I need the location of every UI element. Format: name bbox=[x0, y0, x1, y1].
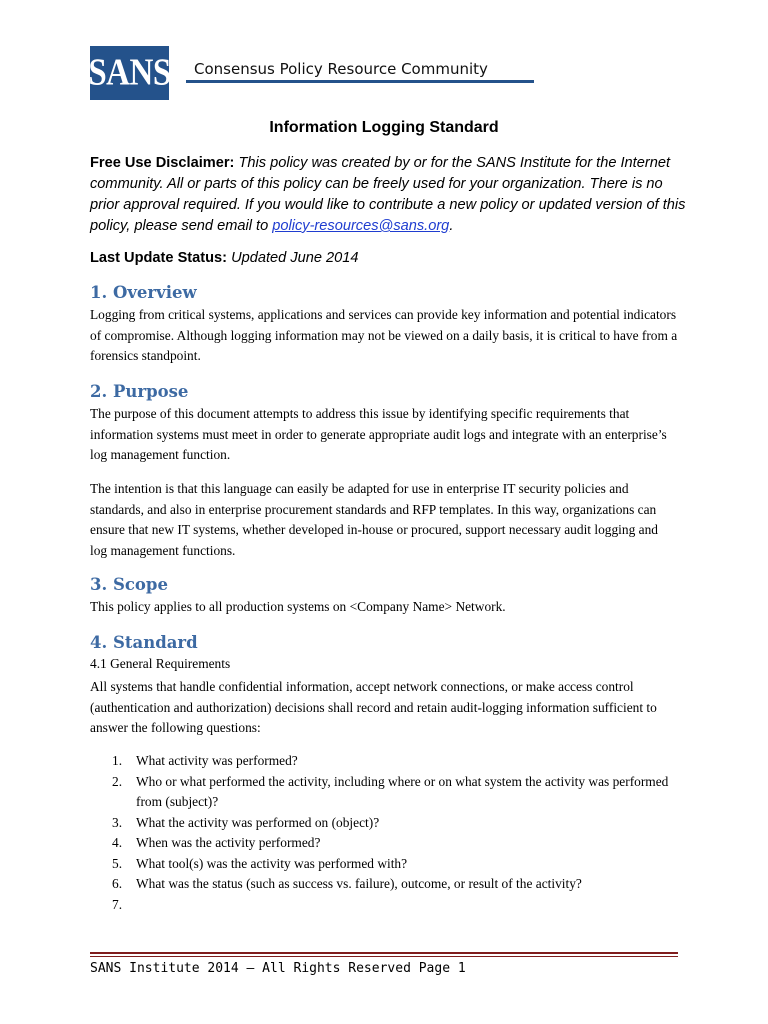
list-item: 6. What was the status (such as success vs. failure), outcome, or result of the activity? bbox=[112, 876, 582, 891]
list-item: 5. What tool(s) was the activity was performed with? bbox=[112, 855, 408, 871]
email-link[interactable]: policy-resources@sans.org bbox=[272, 218, 450, 234]
disclaimer-label: Free Use Disclaimer: bbox=[90, 155, 235, 171]
disclaimer: Free Use Disclaimer: This policy was created by or for the SANS Institute for the Internet community. All or parts of this policy can be freely used for your organization. There is no prior approval required. If you would like to contribute a new policy or updated version of this policy, please send email to policy-resources@sans.org. bbox=[90, 155, 686, 234]
disclaimer-text: This policy was created by or for the SANS Institute for the Internet community. All or parts of this policy can be freely used for your organization. There is no prior approval required. If you would like to contribute a new policy or updated version of this policy, please send email to bbox=[90, 155, 686, 234]
footer-rule bbox=[90, 952, 678, 954]
scope-paragraph: This policy applies to all production systems on <Company Name> Network. bbox=[90, 599, 506, 614]
footer-rule-thin bbox=[90, 956, 678, 957]
purpose-paragraph-2: The intention is that this language can easily be adapted for use in enterprise IT security policies and standards, and also in enterprise procurement standards and RFP templates. In this way, organizations can ensure that new IT systems, whether developed in-house or procured, support necessary audit logging and log management functions. bbox=[90, 481, 658, 559]
list-item: 2. Who or what performed the activity, including where or on what system the activity was performed from (subject)? bbox=[112, 773, 669, 809]
list-item: 3. What the activity was performed on (object)? bbox=[112, 814, 380, 830]
list-item: 7. bbox=[112, 896, 123, 912]
header-rule bbox=[186, 80, 534, 83]
community-title: Consensus Policy Resource Community bbox=[194, 60, 488, 78]
heading-purpose: 2. Purpose bbox=[90, 382, 189, 401]
standard-paragraph: All systems that handle confidential information, accept network connections, or make access control (authentication and authorization) decisions shall record and retain audit-logging information sufficient to answer the following questions: bbox=[90, 679, 657, 736]
list-item: 4. When was the activity performed? bbox=[112, 835, 321, 850]
last-update bbox=[90, 248, 690, 269]
purpose-paragraph-1: The purpose of this document attempts to address this issue by identifying specific requirements that information systems must meet in order to generate appropriate audit logs and integrate with an enterprise’s log management function. bbox=[90, 406, 667, 463]
heading-standard: 4. Standard bbox=[90, 633, 198, 652]
subheading-general-requirements: 4.1 General Requirements bbox=[90, 656, 231, 671]
sans-logo: SANS bbox=[90, 46, 169, 100]
document-title: Information Logging Standard bbox=[269, 119, 499, 136]
list-item: 1. What activity was performed? bbox=[112, 753, 298, 768]
questions-list bbox=[90, 751, 678, 915]
heading-overview: 1. Overview bbox=[90, 283, 197, 302]
heading-scope: 3. Scope bbox=[90, 575, 168, 594]
update-value: Updated June 2014 bbox=[231, 250, 359, 266]
update-label: Last Update Status: bbox=[90, 250, 228, 266]
page-footer: SANS Institute 2014 – All Rights Reserved Page 1 bbox=[90, 961, 466, 976]
overview-paragraph: Logging from critical systems, applications and services can provide key information and potential indicators of compromise. Although logging information may not be viewed on a daily basis, it is critical to have from a forensics standpoint. bbox=[90, 307, 678, 364]
